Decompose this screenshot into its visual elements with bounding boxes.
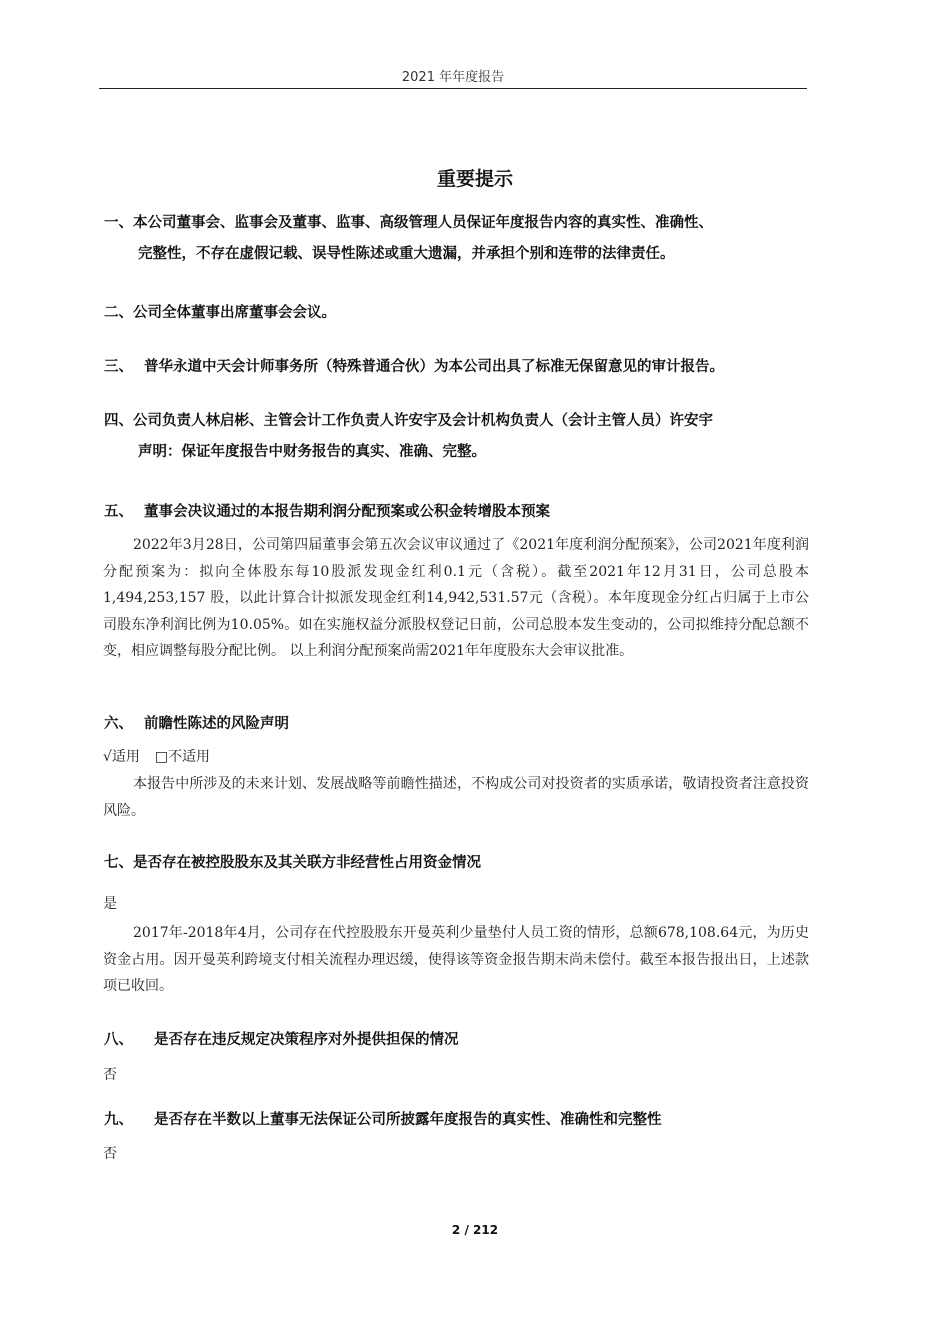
section-6-body: 本报告中所涉及的未来计划、发展战略等前瞻性描述，不构成公司对投资者的实质承诺，敬请投资者注意投资风险。 bbox=[103, 776, 809, 819]
section-2 bbox=[104, 298, 814, 329]
section-3 bbox=[104, 352, 814, 383]
section-text: 公司全体董事出席董事会会议。 bbox=[133, 305, 336, 321]
section-6-heading bbox=[104, 709, 814, 740]
section-9-heading bbox=[104, 1105, 814, 1136]
section-text-continued: 完整性，不存在虚假记载、误导性陈述或重大遗漏，并承担个别和连带的法律责任。 bbox=[138, 246, 675, 262]
section-5-body: 2022年3月28日，公司第四届董事会第五次会议审议通过了《2021年度利润分配预案》，公司2021年度利润分配预案为：拟向全体股东每10股派发现金红利0.1元（含税）。截至2021年12月31日，公司总股本1,494,253,157 股，以此计算合计拟派发现金红利14,942,531.57元（含税）。本年度现金分红占归属于上市公司股东净利润比例为10.05%。如在实施权益分派股权登记日前，公司总股本发生变动的，公司拟维持分配总额不变，相应调整每股分配比例。 以上利润分配预案尚需2021年年度股东大会审议批准。 bbox=[103, 537, 809, 659]
section-heading: 是否存在违反规定决策程序对外提供担保的情况 bbox=[154, 1032, 459, 1048]
section-number: 二、 bbox=[104, 305, 133, 321]
section-7-answer: 是 bbox=[103, 896, 117, 912]
section-text: 普华永道中天会计师事务所（特殊普通合伙）为本公司出具了标准无保留意见的审计报告。 bbox=[144, 359, 724, 375]
section-9-answer: 否 bbox=[103, 1146, 117, 1162]
page-title: 重要提示 bbox=[436, 168, 513, 190]
section-text: 本公司董事会、监事会及董事、监事、高级管理人员保证年度报告内容的真实性、准确性、 bbox=[133, 215, 713, 231]
section-7-heading bbox=[104, 848, 814, 879]
section-text-continued: 声明：保证年度报告中财务报告的真实、准确、完整。 bbox=[138, 444, 486, 460]
section-number: 八、 bbox=[104, 1032, 133, 1048]
section-7-body: 2017年-2018年4月，公司存在代控股股东开曼英利少量垫付人员工资的情形，总额678,108.64元，为历史资金占用。因开曼英利跨境支付相关流程办理迟缓，使得该等资金报告期末尚未偿付。截至本报告报出日，上述款项已收回。 bbox=[103, 925, 809, 994]
section-5-heading bbox=[104, 497, 814, 528]
section-4 bbox=[104, 406, 814, 468]
page-header: 2021 年年度报告 bbox=[99, 66, 807, 89]
section-heading: 是否存在半数以上董事无法保证公司所披露年度报告的真实性、准确性和完整性 bbox=[154, 1112, 662, 1128]
section-heading: 前瞻性陈述的风险声明 bbox=[144, 716, 289, 732]
section-8-heading bbox=[104, 1025, 814, 1056]
section-8-answer: 否 bbox=[103, 1067, 117, 1083]
not-applicable-label: 不适用 bbox=[168, 749, 211, 765]
section-number: 三、 bbox=[104, 359, 133, 375]
section-heading: 是否存在被控股股东及其关联方非经营性占用资金情况 bbox=[133, 855, 481, 871]
section-number: 一、 bbox=[104, 215, 133, 231]
empty-checkbox-icon: □ bbox=[154, 749, 169, 765]
section-heading: 董事会决议通过的本报告期利润分配预案或公积金转增股本预案 bbox=[144, 504, 550, 520]
section-number: 五、 bbox=[104, 504, 133, 520]
section-number: 六、 bbox=[104, 716, 133, 732]
applicability-options bbox=[103, 746, 210, 766]
section-1 bbox=[104, 208, 814, 270]
section-text: 公司负责人林启彬、主管会计工作负责人许安宇及会计机构负责人（会计主管人员）许安宇 bbox=[133, 413, 713, 429]
applicable-label: 适用 bbox=[111, 749, 140, 765]
section-number: 九、 bbox=[104, 1112, 133, 1128]
check-icon: √ bbox=[103, 749, 112, 765]
section-number: 七、 bbox=[104, 855, 133, 871]
section-number: 四、 bbox=[104, 413, 133, 429]
page-number: 2 / 212 bbox=[451, 1223, 499, 1237]
